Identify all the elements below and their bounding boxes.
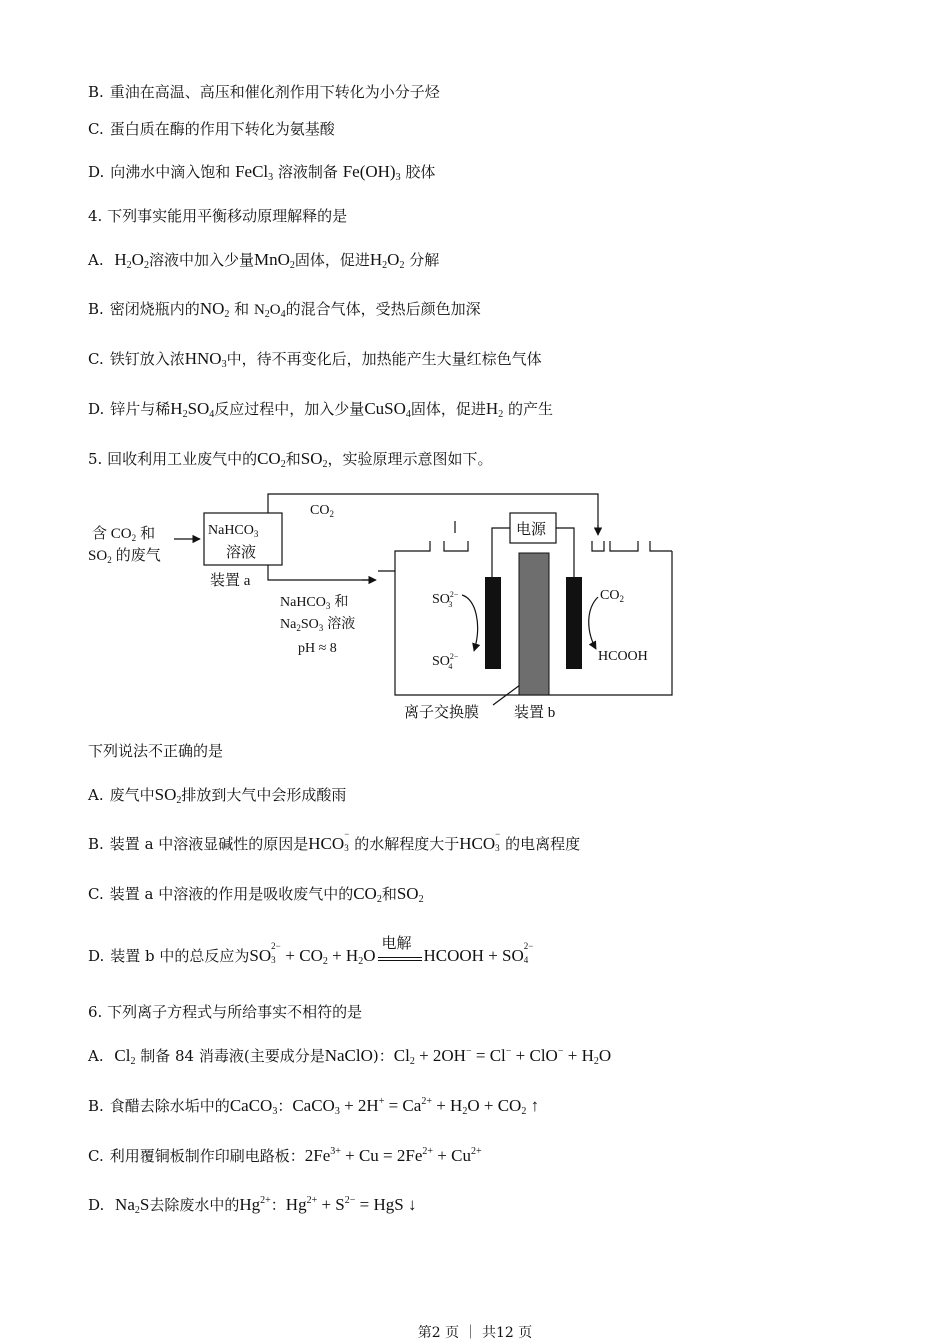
option-text: 的产生	[507, 400, 553, 418]
option-label: B.	[88, 300, 104, 318]
option-label: D.	[88, 163, 105, 181]
equation: CaCO$_3$ + $2H^+ = Ca^{2+} + H_2O + CO_2$ ↑	[292, 1096, 540, 1117]
q5-stem	[88, 449, 492, 469]
q4-option-d	[88, 399, 553, 419]
q4-option-c	[88, 349, 542, 369]
mid-label-1: NaHCO$_3$ 和	[280, 595, 349, 611]
formula-h2: $H_2$	[485, 399, 504, 420]
formula-n2o4: $N_2O_4$	[253, 302, 286, 320]
option-label: B.	[88, 83, 104, 101]
q3-option-c	[88, 119, 335, 139]
option-text: 锌片与稀	[110, 400, 171, 418]
option-text: ：	[270, 1196, 286, 1214]
equation: SO 2− 3 + $CO_2 + H_2O$ 电解 HCOOH + SO 2− 4	[249, 936, 534, 967]
option-label: B.	[88, 835, 104, 853]
q6-stem: 6. 下列离子方程式与所给事实不相符的是	[88, 1003, 363, 1021]
q4-option-b	[88, 299, 481, 320]
option-text: 和	[234, 300, 250, 318]
option-text: 溶液中加入少量	[148, 251, 254, 269]
option-text: 分解	[409, 251, 440, 269]
formula-h2so4: $H_2SO_4$	[170, 399, 215, 420]
option-text: 胶体	[405, 163, 436, 181]
option-text: 食醋去除水垢中的	[109, 1097, 230, 1115]
top-co2-label: $CO_2$	[310, 503, 334, 519]
anode-in-label: $SO^{2-}$ 3	[432, 590, 459, 609]
mid-label-2: $Na_2SO_3$ 溶液	[280, 617, 356, 633]
formula-hg2plus: $Hg^{2+}$	[239, 1195, 271, 1214]
stem-text: 和	[285, 450, 301, 468]
option-text: 铁钉放入浓	[109, 350, 185, 368]
option-text: 向沸水中滴入饱和	[110, 163, 231, 181]
option-text: 装置 b 中的总反应为	[110, 947, 250, 965]
formula-cuso4: CuSO$_4$	[364, 399, 411, 420]
option-label: B.	[88, 1097, 104, 1115]
stem-text: ，实验原理示意图如下。	[327, 450, 493, 468]
fitting-left	[444, 541, 468, 551]
wire-left	[492, 528, 510, 577]
option-label: C.	[88, 1147, 104, 1165]
formula-co2: $CO_2$	[257, 449, 286, 470]
option-text: 的电离程度	[505, 835, 581, 853]
formula-co2: $CO_2$	[353, 884, 382, 905]
stem-text: 5. 回收利用工业废气中的	[88, 450, 258, 468]
q6-option-a	[88, 1046, 611, 1066]
formula-naclo: NaClO	[324, 1046, 373, 1065]
q6-option-b	[88, 1096, 539, 1116]
option-text: 固体，促进	[294, 251, 370, 269]
fitting-right	[610, 541, 638, 551]
wire-right	[556, 528, 574, 577]
formula-cl2: $Cl_2$	[114, 1046, 136, 1067]
option-text: 重油在高温、高压和催化剂作用下转化为小分子烃	[109, 83, 440, 101]
equation: $2Fe^{3+} + Cu = 2Fe^{2+} + Cu^{2+}$	[304, 1146, 482, 1165]
option-text: 利用覆铜板制作印刷电路板：	[109, 1147, 305, 1165]
option-label: A.	[88, 786, 104, 804]
fitting-mid	[592, 541, 604, 551]
option-text: 反应过程中，加入少量	[214, 400, 365, 418]
option-text: 蛋白质在酶的作用下转化为氨基酸	[109, 120, 335, 138]
formula-hco3: HCO − 3	[308, 829, 350, 853]
formula-feoh3: $Fe(OH)_3$	[342, 162, 401, 183]
option-label: A.	[88, 1047, 104, 1065]
inlet-label-2: $SO_2$ 的废气	[88, 548, 161, 565]
q4-stem: 4. 下列事实能用平衡移动原理解释的是	[88, 207, 348, 225]
option-label: C.	[88, 350, 104, 368]
option-text: 排放到大气中会形成酸雨	[181, 786, 347, 804]
q5-diagram	[0, 485, 950, 725]
anode-arrow	[462, 595, 478, 651]
option-text: 溶液制备	[277, 163, 338, 181]
device-a-label: 装置 a	[210, 573, 251, 589]
cathode-arrow	[589, 597, 598, 649]
electrolysis-sign	[378, 936, 422, 967]
option-label: C.	[88, 885, 104, 903]
equation: $Cl_2 + 2OH^- = Cl^- + ClO^- + H_2O$	[393, 1046, 612, 1067]
formula-h2o2: $H_2O_2$	[114, 250, 149, 271]
anode-out-label: $SO^{2-}$ 4	[432, 652, 459, 671]
formula-na2s: $Na_2S$	[115, 1195, 150, 1216]
power-label: 电源	[516, 522, 547, 538]
formula-so2: $SO_2$	[396, 884, 424, 905]
q5-option-d	[88, 936, 534, 967]
q5-option-a	[88, 785, 346, 805]
box-a-label-2: 溶液	[226, 545, 257, 561]
q6-option-c	[88, 1146, 482, 1166]
box-a-label-1: NaHCO$_3$	[208, 523, 259, 539]
device-b-label: 装置 b	[514, 705, 556, 721]
option-text: 固体，促进	[410, 400, 486, 418]
formula-fecl3: FeCl$_3$	[235, 162, 274, 183]
q5-option-b	[88, 829, 581, 854]
q3-option-b	[88, 82, 440, 102]
left-electrode	[485, 577, 501, 669]
inlet-pipe	[378, 541, 430, 571]
option-text: 装置 a 中溶液的作用是吸收废气中的	[109, 885, 354, 903]
option-text: 制备 84 消毒液(主要成分是	[140, 1047, 325, 1065]
q4-option-a	[88, 250, 439, 270]
formula-hno3: $HNO_3$	[184, 349, 227, 370]
option-label: A.	[88, 251, 104, 269]
option-text: 废气中	[109, 786, 155, 804]
formula-h2o2: $H_2O_2$	[369, 250, 405, 271]
option-text: ：	[277, 1097, 293, 1115]
option-text: 的水解程度大于	[354, 835, 460, 853]
equation: $Hg^{2+} + S^{2-}$ = HgS ↓	[285, 1195, 417, 1214]
option-text: 密闭烧瓶内的	[109, 300, 200, 318]
option-label: D.	[88, 1196, 105, 1214]
q6-option-d	[88, 1195, 416, 1215]
formula-so2: $SO_2$	[154, 785, 182, 806]
option-text: 装置 a 中溶液显碱性的原因是	[109, 835, 309, 853]
inlet-label-1: 含 $CO_2$ 和	[92, 526, 156, 543]
cathode-in-label: $CO_2$	[600, 588, 624, 604]
membrane-label: 离子交换膜	[404, 705, 480, 721]
cathode-out-label: HCOOH	[598, 649, 648, 664]
option-label: D.	[88, 947, 105, 965]
option-text: 去除废水中的	[149, 1196, 240, 1214]
formula-so2: $SO_2$	[300, 449, 328, 470]
option-label: D.	[88, 400, 105, 418]
option-text: 的混合气体，受热后颜色加深	[285, 300, 481, 318]
q3-option-d	[88, 162, 435, 182]
right-electrode	[566, 577, 582, 669]
q5-option-c	[88, 884, 424, 904]
option-text: )：	[372, 1047, 394, 1065]
option-label: C.	[88, 120, 104, 138]
condition-text: 电解	[381, 936, 412, 953]
formula-hco3: HCO − 3	[459, 829, 501, 853]
page-footer: 第2 页 ｜ 共12 页	[417, 1325, 533, 1341]
fitting-edge	[650, 541, 672, 551]
option-text: 和	[381, 885, 397, 903]
formula-mno2: MnO$_2$	[253, 250, 295, 271]
mid-label-3: pH ≈ 8	[298, 641, 337, 656]
ion-exchange-membrane	[519, 553, 549, 695]
q5-stem-b: 下列说法不正确的是	[88, 742, 224, 760]
formula-no2: $NO_2$	[199, 299, 230, 320]
solution-path	[268, 565, 372, 580]
formula-caco3: CaCO$_3$	[229, 1096, 278, 1117]
option-text: 中，待不再变化后，加热能产生大量红棕色气体	[226, 350, 542, 368]
